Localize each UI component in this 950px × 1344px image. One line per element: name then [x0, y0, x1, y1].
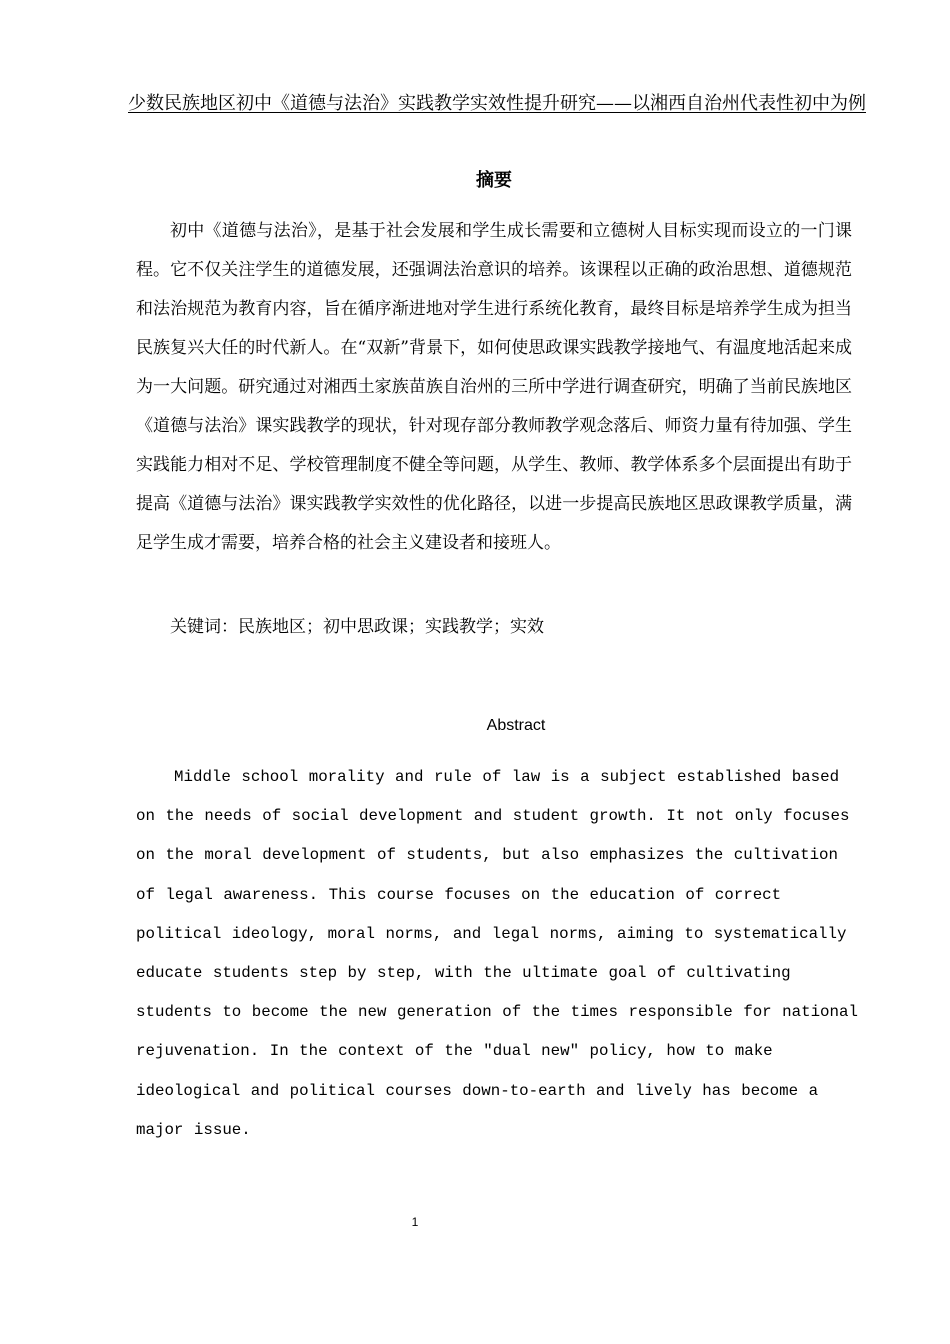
abstract-en-heading: Abstract: [486, 717, 546, 734]
keywords-zh: 关键词：民族地区；初中思政课；实践教学；实效: [170, 617, 544, 637]
abstract-zh-heading: 摘要: [476, 170, 512, 191]
abstract-zh-body: 初中《道德与法治》，是基于社会发展和学生成长需要和立德树人目标实现而设立的一门课程。它不仅关注学生的道德发展，还强调法治意识的培养。该课程以正确的政治思想、道德规范和法治规范为教育内容，旨在循序渐进地对学生进行系统化教育，最终目标是培养学生成为担当民族复兴大任的时代新人。在“双新”背景下，如何使思政课实践教学接地气、有温度地活起来成为一大问题。研究通过对湘西土家族苗族自治州的三所中学进行调查研究，明确了当前民族地区《道德与法治》课实践教学的现状，针对现存部分教师教学观念落后、师资力量有待加强、学生实践能力相对不足、学校管理制度不健全等问题，从学生、教师、教学体系多个层面提出有助于提高《道德与法治》课实践教学实效性的优化路径，以进一步提高民族地区思政课教学质量，满足学生成才需要，培养合格的社会主义建设者和接班人。: [136, 221, 852, 553]
page-number: 1: [411, 1215, 419, 1229]
document-title: 少数民族地区初中《道德与法治》实践教学实效性提升研究——以湘西自治州代表性初中为例: [128, 93, 866, 114]
abstract-en-body: Middle school morality and rule of law is a subject established based on the needs of social development and student growth. It not only focuses on the moral development of students, but also emphasizes the cultivation of legal awareness. This course focuses on the education of correct political ideology, moral norms, and legal norms, aiming to systematically educate students step by step, with the ultimate goal of cultivating students to become the new generation of the times responsible for national rejuvenation. In the context of the "dual new" policy, how to make ideological and political courses down-to-earth and lively has become a major issue.: [136, 768, 858, 1139]
